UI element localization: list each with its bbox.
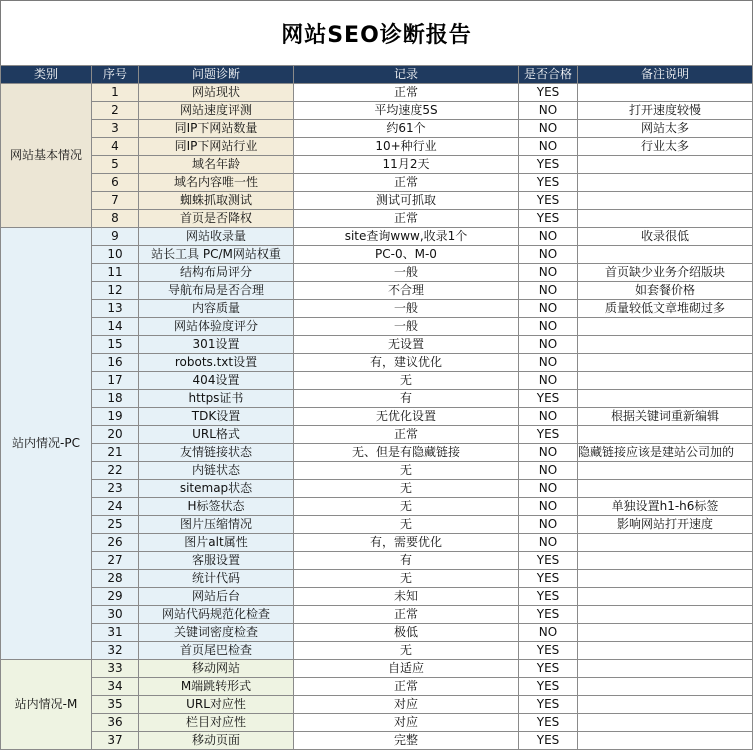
seq-cell[interactable]: 7 (92, 192, 139, 210)
table-row (1, 120, 753, 138)
qualified-cell[interactable]: YES (519, 588, 578, 606)
issue-cell[interactable]: TDK设置 (139, 408, 294, 426)
note-cell[interactable]: 质量较低文章堆砌过多 (578, 300, 753, 318)
note-cell[interactable]: 打开速度较慢 (578, 102, 753, 120)
record-cell[interactable]: 未知 (294, 588, 519, 606)
qualified-cell[interactable]: YES (519, 210, 578, 228)
qualified-cell[interactable]: NO (519, 318, 578, 336)
table-row (1, 84, 753, 102)
record-cell[interactable]: 无 (294, 372, 519, 390)
record-cell[interactable]: 正常 (294, 174, 519, 192)
note-cell[interactable] (578, 552, 753, 570)
table-row (1, 498, 753, 516)
issue-cell[interactable]: https证书 (139, 390, 294, 408)
seq-cell[interactable]: 35 (92, 696, 139, 714)
note-cell[interactable] (578, 318, 753, 336)
issue-cell[interactable]: 关键词密度检查 (139, 624, 294, 642)
record-cell[interactable]: 有 (294, 390, 519, 408)
issue-cell[interactable]: 内链状态 (139, 462, 294, 480)
record-cell[interactable]: 不合理 (294, 282, 519, 300)
seq-cell[interactable]: 4 (92, 138, 139, 156)
record-cell[interactable]: 无 (294, 480, 519, 498)
qualified-cell[interactable]: NO (519, 282, 578, 300)
seq-cell[interactable]: 14 (92, 318, 139, 336)
qualified-cell[interactable]: NO (519, 498, 578, 516)
table-row (1, 282, 753, 300)
table-row (1, 534, 753, 552)
category-cell-m[interactable]: 站内情况-M (1, 660, 92, 750)
table-row (1, 606, 753, 624)
table-row (1, 102, 753, 120)
seq-cell[interactable]: 18 (92, 390, 139, 408)
record-cell[interactable]: 无 (294, 516, 519, 534)
record-cell[interactable]: 一般 (294, 264, 519, 282)
header-record[interactable]: 记录 (294, 66, 519, 84)
record-cell[interactable]: 正常 (294, 84, 519, 102)
note-cell[interactable] (578, 156, 753, 174)
seq-cell[interactable]: 23 (92, 480, 139, 498)
seq-cell[interactable]: 3 (92, 120, 139, 138)
header-category[interactable]: 类别 (1, 66, 92, 84)
seq-cell[interactable]: 17 (92, 372, 139, 390)
table-row (1, 588, 753, 606)
issue-cell[interactable]: 网站后台 (139, 588, 294, 606)
seq-cell[interactable]: 22 (92, 462, 139, 480)
issue-cell[interactable]: 域名内容唯一性 (139, 174, 294, 192)
table-row (1, 480, 753, 498)
table-row (1, 444, 753, 462)
record-cell[interactable]: 自适应 (294, 660, 519, 678)
record-cell[interactable]: 无优化设置 (294, 408, 519, 426)
table-row (1, 372, 753, 390)
table-row (1, 354, 753, 372)
title-cell[interactable] (0, 0, 753, 65)
seq-cell[interactable]: 37 (92, 732, 139, 750)
table-row (1, 318, 753, 336)
qualified-cell[interactable]: YES (519, 678, 578, 696)
issue-cell[interactable]: 域名年龄 (139, 156, 294, 174)
record-cell[interactable]: 无设置 (294, 336, 519, 354)
note-cell[interactable] (578, 390, 753, 408)
qualified-cell[interactable]: NO (519, 534, 578, 552)
table-row (1, 732, 753, 750)
issue-cell[interactable]: 栏目对应性 (139, 714, 294, 732)
note-cell[interactable]: 隐藏链接应该是建站公司加的 (578, 444, 753, 462)
qualified-cell[interactable]: NO (519, 336, 578, 354)
seq-cell[interactable]: 31 (92, 624, 139, 642)
record-cell[interactable]: 无、但是有隐藏链接 (294, 444, 519, 462)
record-cell[interactable]: 有，建议优化 (294, 354, 519, 372)
table-row (1, 714, 753, 732)
table-row (1, 156, 753, 174)
seq-cell[interactable]: 27 (92, 552, 139, 570)
table-row (1, 462, 753, 480)
seq-cell[interactable]: 28 (92, 570, 139, 588)
table-row (1, 264, 753, 282)
issue-cell[interactable]: 首页尾巴检查 (139, 642, 294, 660)
note-cell[interactable] (578, 642, 753, 660)
issue-cell[interactable]: 蜘蛛抓取测试 (139, 192, 294, 210)
qualified-cell[interactable]: NO (519, 102, 578, 120)
record-cell[interactable]: 无 (294, 570, 519, 588)
seq-cell[interactable]: 8 (92, 210, 139, 228)
issue-cell[interactable]: robots.txt设置 (139, 354, 294, 372)
qualified-cell[interactable]: NO (519, 300, 578, 318)
category-cell-pc[interactable]: 站内情况-PC (1, 228, 92, 660)
table-row (1, 552, 753, 570)
record-cell[interactable]: 10+种行业 (294, 138, 519, 156)
note-cell[interactable] (578, 606, 753, 624)
record-cell[interactable]: 极低 (294, 624, 519, 642)
note-cell[interactable] (578, 192, 753, 210)
qualified-cell[interactable]: NO (519, 228, 578, 246)
qualified-cell[interactable]: YES (519, 84, 578, 102)
note-cell[interactable] (578, 354, 753, 372)
note-cell[interactable] (578, 696, 753, 714)
issue-cell[interactable]: 客服设置 (139, 552, 294, 570)
seq-cell[interactable]: 19 (92, 408, 139, 426)
record-cell[interactable]: 无 (294, 642, 519, 660)
qualified-cell[interactable]: NO (519, 624, 578, 642)
record-cell[interactable]: 正常 (294, 606, 519, 624)
qualified-cell[interactable]: YES (519, 696, 578, 714)
table-row (1, 570, 753, 588)
qualified-cell[interactable]: NO (519, 516, 578, 534)
seq-cell[interactable]: 24 (92, 498, 139, 516)
record-cell[interactable]: 11月2天 (294, 156, 519, 174)
record-cell[interactable]: PC-0、M-0 (294, 246, 519, 264)
issue-cell[interactable]: 统计代码 (139, 570, 294, 588)
qualified-cell[interactable]: YES (519, 174, 578, 192)
seq-cell[interactable]: 25 (92, 516, 139, 534)
table-row (1, 660, 753, 678)
header-row (1, 66, 753, 84)
qualified-cell[interactable]: NO (519, 462, 578, 480)
table-row (1, 174, 753, 192)
note-cell[interactable] (578, 624, 753, 642)
record-cell[interactable]: 无 (294, 498, 519, 516)
note-cell[interactable] (578, 372, 753, 390)
qualified-cell[interactable]: NO (519, 480, 578, 498)
qualified-cell[interactable]: NO (519, 138, 578, 156)
issue-cell[interactable]: 网站速度评测 (139, 102, 294, 120)
note-cell[interactable] (578, 588, 753, 606)
diagnosis-table (0, 65, 753, 750)
issue-cell[interactable]: 网站代码规范化检查 (139, 606, 294, 624)
issue-cell[interactable]: 首页是否降权 (139, 210, 294, 228)
note-cell[interactable]: 收录很低 (578, 228, 753, 246)
qualified-cell[interactable]: YES (519, 426, 578, 444)
qualified-cell[interactable]: NO (519, 120, 578, 138)
issue-cell[interactable]: 网站体验度评分 (139, 318, 294, 336)
record-cell[interactable]: 正常 (294, 678, 519, 696)
table-row (1, 210, 753, 228)
table-row (1, 642, 753, 660)
header-seq[interactable]: 序号 (92, 66, 139, 84)
seq-cell[interactable]: 34 (92, 678, 139, 696)
seq-cell[interactable]: 26 (92, 534, 139, 552)
record-cell[interactable]: site查询www,收录1个 (294, 228, 519, 246)
note-cell[interactable] (578, 174, 753, 192)
issue-cell[interactable]: 网站收录量 (139, 228, 294, 246)
issue-cell[interactable]: 移动页面 (139, 732, 294, 750)
record-cell[interactable]: 约61个 (294, 120, 519, 138)
issue-cell[interactable]: 图片alt属性 (139, 534, 294, 552)
note-cell[interactable]: 网站太多 (578, 120, 753, 138)
header-issue[interactable]: 问题诊断 (139, 66, 294, 84)
table-row (1, 336, 753, 354)
record-cell[interactable]: 一般 (294, 300, 519, 318)
seq-cell[interactable]: 2 (92, 102, 139, 120)
record-cell[interactable]: 完整 (294, 732, 519, 750)
qualified-cell[interactable]: YES (519, 156, 578, 174)
seq-cell[interactable]: 13 (92, 300, 139, 318)
table-row (1, 246, 753, 264)
seq-cell[interactable]: 29 (92, 588, 139, 606)
seq-cell[interactable]: 32 (92, 642, 139, 660)
note-cell[interactable] (578, 732, 753, 750)
issue-cell[interactable]: M端跳转形式 (139, 678, 294, 696)
qualified-cell[interactable]: NO (519, 354, 578, 372)
issue-cell[interactable]: URL格式 (139, 426, 294, 444)
note-cell[interactable]: 首页缺少业务介绍版块 (578, 264, 753, 282)
table-row (1, 138, 753, 156)
seq-cell[interactable]: 30 (92, 606, 139, 624)
table-row (1, 228, 753, 246)
table-row (1, 516, 753, 534)
seq-cell[interactable]: 20 (92, 426, 139, 444)
table-row (1, 300, 753, 318)
header-qualified[interactable]: 是否合格 (519, 66, 578, 84)
qualified-cell[interactable]: YES (519, 390, 578, 408)
issue-cell[interactable]: sitemap状态 (139, 480, 294, 498)
qualified-cell[interactable]: NO (519, 246, 578, 264)
note-cell[interactable] (578, 714, 753, 732)
record-cell[interactable]: 测试可抓取 (294, 192, 519, 210)
qualified-cell[interactable]: YES (519, 732, 578, 750)
table-row (1, 192, 753, 210)
record-cell[interactable]: 平均速度5S (294, 102, 519, 120)
table-row (1, 426, 753, 444)
record-cell[interactable]: 有，需要优化 (294, 534, 519, 552)
issue-cell[interactable]: 站长工具 PC/M网站权重 (139, 246, 294, 264)
record-cell[interactable]: 一般 (294, 318, 519, 336)
issue-cell[interactable]: 导航布局是否合理 (139, 282, 294, 300)
table-row (1, 696, 753, 714)
table-body (1, 84, 753, 750)
note-cell[interactable] (578, 660, 753, 678)
qualified-cell[interactable]: YES (519, 552, 578, 570)
note-cell[interactable] (578, 678, 753, 696)
seq-cell[interactable]: 1 (92, 84, 139, 102)
issue-cell[interactable]: 同IP下网站数量 (139, 120, 294, 138)
qualified-cell[interactable]: YES (519, 660, 578, 678)
note-cell[interactable]: 单独设置h1-h6标签 (578, 498, 753, 516)
issue-cell[interactable]: 结构布局评分 (139, 264, 294, 282)
seq-cell[interactable]: 16 (92, 354, 139, 372)
record-cell[interactable]: 对应 (294, 696, 519, 714)
record-cell[interactable]: 正常 (294, 210, 519, 228)
qualified-cell[interactable]: NO (519, 444, 578, 462)
note-cell[interactable]: 根据关键词重新编辑 (578, 408, 753, 426)
issue-cell[interactable]: 301设置 (139, 336, 294, 354)
qualified-cell[interactable]: NO (519, 408, 578, 426)
category-cell-basic[interactable]: 网站基本情况 (1, 84, 92, 228)
seq-cell[interactable]: 12 (92, 282, 139, 300)
seq-cell[interactable]: 11 (92, 264, 139, 282)
note-cell[interactable] (578, 336, 753, 354)
record-cell[interactable]: 无 (294, 462, 519, 480)
note-cell[interactable] (578, 246, 753, 264)
note-cell[interactable]: 行业太多 (578, 138, 753, 156)
seq-cell[interactable]: 9 (92, 228, 139, 246)
note-cell[interactable] (578, 480, 753, 498)
qualified-cell[interactable]: YES (519, 192, 578, 210)
issue-cell[interactable]: 友情链接状态 (139, 444, 294, 462)
seq-cell[interactable]: 15 (92, 336, 139, 354)
record-cell[interactable]: 有 (294, 552, 519, 570)
issue-cell[interactable]: 图片压缩情况 (139, 516, 294, 534)
seq-cell[interactable]: 6 (92, 174, 139, 192)
note-cell[interactable] (578, 210, 753, 228)
note-cell[interactable]: 如套餐价格 (578, 282, 753, 300)
seq-cell[interactable]: 10 (92, 246, 139, 264)
issue-cell[interactable]: 404设置 (139, 372, 294, 390)
issue-cell[interactable]: 同IP下网站行业 (139, 138, 294, 156)
qualified-cell[interactable]: NO (519, 372, 578, 390)
table-row (1, 408, 753, 426)
issue-cell[interactable]: URL对应性 (139, 696, 294, 714)
table-row (1, 678, 753, 696)
note-cell[interactable] (578, 534, 753, 552)
qualified-cell[interactable]: YES (519, 606, 578, 624)
report-title: 网站SEO诊断报告 (281, 22, 472, 48)
issue-cell[interactable]: 移动网站 (139, 660, 294, 678)
table-row (1, 624, 753, 642)
issue-cell[interactable]: H标签状态 (139, 498, 294, 516)
note-cell[interactable] (578, 84, 753, 102)
qualified-cell[interactable]: NO (519, 264, 578, 282)
table-row (1, 390, 753, 408)
seq-cell[interactable]: 21 (92, 444, 139, 462)
qualified-cell[interactable]: YES (519, 642, 578, 660)
header-notes[interactable]: 备注说明 (578, 66, 753, 84)
note-cell[interactable] (578, 570, 753, 588)
note-cell[interactable] (578, 426, 753, 444)
seq-cell[interactable]: 36 (92, 714, 139, 732)
qualified-cell[interactable]: YES (519, 570, 578, 588)
issue-cell[interactable]: 内容质量 (139, 300, 294, 318)
seq-cell[interactable]: 33 (92, 660, 139, 678)
record-cell[interactable]: 对应 (294, 714, 519, 732)
issue-cell[interactable]: 网站现状 (139, 84, 294, 102)
qualified-cell[interactable]: YES (519, 714, 578, 732)
seq-cell[interactable]: 5 (92, 156, 139, 174)
record-cell[interactable]: 正常 (294, 426, 519, 444)
note-cell[interactable] (578, 462, 753, 480)
note-cell[interactable]: 影响网站打开速度 (578, 516, 753, 534)
